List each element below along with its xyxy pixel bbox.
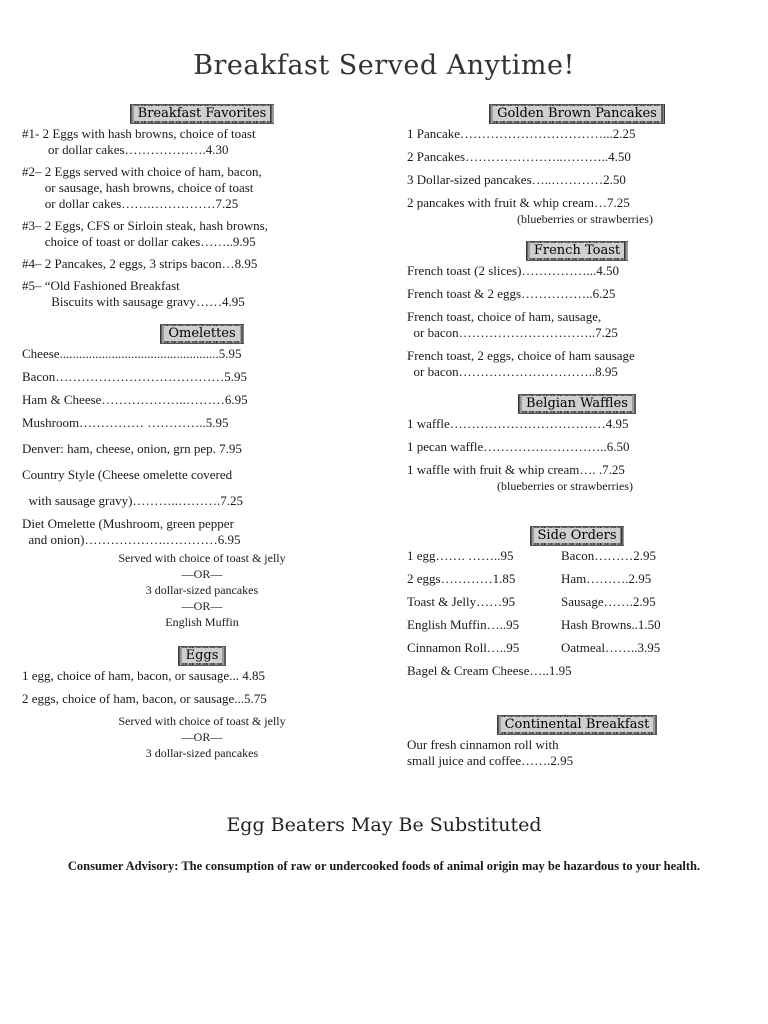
menu-item: Our fresh cinnamon roll with bbox=[407, 737, 559, 752]
menu-item: Oatmeal……..3.95 bbox=[561, 640, 661, 655]
eggs-header: Eggs bbox=[178, 646, 227, 666]
eggs-list bbox=[22, 668, 382, 707]
menu-item: 3 Dollar-sized pancakes…..…………2.50 bbox=[407, 172, 626, 187]
note-line: Served with choice of toast & jelly bbox=[118, 551, 286, 565]
menu-item: Sausage…….2.95 bbox=[561, 594, 656, 609]
menu-item: small juice and coffee…….2.95 bbox=[407, 753, 574, 768]
continental-list bbox=[407, 737, 747, 769]
menu-item: Bacon…………………………………5.95 bbox=[22, 369, 247, 384]
menu-item: Ham & Cheese………………..………6.95 bbox=[22, 392, 248, 407]
menu-item: or dollar cakes…….……………7.25 bbox=[22, 196, 239, 211]
menu-item: with sausage gravy)………..……….7.25 bbox=[22, 493, 243, 508]
menu-item: #5– “Old Fashioned Breakfast bbox=[22, 278, 180, 293]
menu-item: 2 pancakes with fruit & whip cream…7.25 bbox=[407, 195, 630, 210]
menu-item: 1 waffle with fruit & whip cream…. .7.25 bbox=[407, 462, 625, 477]
menu-item: 1 waffle………………………………4.95 bbox=[407, 416, 629, 431]
menu-item: Ham……….2.95 bbox=[561, 571, 652, 586]
side-orders-header: Side Orders bbox=[530, 526, 625, 546]
menu-item: 2 Pancakes…………………..………..4.50 bbox=[407, 149, 631, 164]
menu-item: 1 Pancake……………………………...2.25 bbox=[407, 126, 636, 141]
menu-item: French toast, choice of ham, sausage, bbox=[407, 309, 602, 324]
menu-item: Bagel & Cream Cheese…..1.95 bbox=[407, 663, 572, 678]
note-line: —OR— bbox=[181, 567, 223, 581]
note-line: 3 dollar-sized pancakes bbox=[145, 746, 259, 760]
left-column bbox=[22, 104, 382, 761]
menu-item: or dollar cakes……………….4.30 bbox=[22, 142, 229, 157]
menu-item: and onion)……………….…………6.95 bbox=[22, 532, 241, 547]
menu-item: #1- 2 Eggs with hash browns, choice of toast bbox=[22, 126, 256, 141]
menu-item: Diet Omelette (Mushroom, green pepper bbox=[22, 516, 234, 531]
menu-item: French toast, 2 eggs, choice of ham sausage bbox=[407, 348, 635, 363]
note-line: (blueberries or strawberries) bbox=[517, 212, 653, 226]
menu-item: Toast & Jelly……95 bbox=[407, 594, 516, 609]
note-line: —OR— bbox=[181, 730, 223, 744]
side-orders-left bbox=[407, 548, 561, 663]
golden-brown-pancakes-header: Golden Brown Pancakes bbox=[489, 104, 665, 124]
note-line: —OR— bbox=[181, 599, 223, 613]
menu-item: French toast & 2 eggs……………..6.25 bbox=[407, 286, 616, 301]
pancakes-list bbox=[407, 126, 747, 227]
menu-item: Cheese.................................................5.95 bbox=[22, 346, 242, 361]
consumer-advisory: Consumer Advisory: The consumption of raw or undercooked foods of animal origin may be hazardous to your health. bbox=[67, 859, 701, 873]
menu-item: English Muffin…..95 bbox=[407, 617, 520, 632]
menu-title: Breakfast Served Anytime! bbox=[193, 50, 575, 81]
breakfast-favorites-header: Breakfast Favorites bbox=[130, 104, 275, 124]
menu-item: 1 pecan waffle………………………..6.50 bbox=[407, 439, 630, 454]
menu-item: 2 eggs…………1.85 bbox=[407, 571, 516, 586]
side-orders-list bbox=[407, 548, 747, 663]
menu-item: or sausage, hash browns, choice of toast bbox=[22, 180, 254, 195]
menu-item: Biscuits with sausage gravy……4.95 bbox=[22, 294, 245, 309]
french-toast-list bbox=[407, 263, 747, 380]
menu-item: Hash Browns..1.50 bbox=[561, 617, 661, 632]
menu-item: 1 egg……. ……..95 bbox=[407, 548, 514, 563]
menu-item: Country Style (Cheese omelette covered bbox=[22, 467, 233, 482]
menu-item: choice of toast or dollar cakes……..9.95 bbox=[22, 234, 256, 249]
menu-item: Cinnamon Roll…..95 bbox=[407, 640, 520, 655]
waffles-list bbox=[407, 416, 747, 494]
omelettes-header: Omelettes bbox=[160, 324, 243, 344]
note-line: Served with choice of toast & jelly bbox=[118, 714, 286, 728]
continental-breakfast-header: Continental Breakfast bbox=[497, 715, 658, 735]
french-toast-header: French Toast bbox=[526, 241, 628, 261]
breakfast-favorites-list bbox=[22, 126, 382, 310]
side-orders-right bbox=[561, 548, 661, 663]
omelettes-list bbox=[22, 346, 382, 548]
note-line: English Muffin bbox=[165, 615, 239, 629]
eggs-notes bbox=[22, 713, 382, 761]
menu-item: #3– 2 Eggs, CFS or Sirloin steak, hash browns, bbox=[22, 218, 268, 233]
menu-item: Denver: ham, cheese, onion, grn pep. 7.95 bbox=[22, 441, 242, 456]
menu-item: 2 eggs, choice of ham, bacon, or sausage...5.75 bbox=[22, 691, 267, 706]
menu-item: #2– 2 Eggs served with choice of ham, bacon, bbox=[22, 164, 262, 179]
right-column bbox=[407, 104, 747, 769]
menu-item: Mushroom…………… …………..5.95 bbox=[22, 415, 229, 430]
menu-item: 1 egg, choice of ham, bacon, or sausage... 4.85 bbox=[22, 668, 265, 683]
menu-item: #4– 2 Pancakes, 2 eggs, 3 strips bacon…8.95 bbox=[22, 256, 258, 271]
egg-beaters-note: Egg Beaters May Be Substituted bbox=[226, 814, 542, 836]
omelettes-notes bbox=[22, 550, 382, 630]
note-line: 3 dollar-sized pancakes bbox=[145, 583, 259, 597]
menu-item: French toast (2 slices)……………...4.50 bbox=[407, 263, 619, 278]
menu-item: Bacon………2.95 bbox=[561, 548, 656, 563]
menu-item: or bacon…………………………..8.95 bbox=[407, 364, 618, 379]
menu-item: or bacon…………………………..7.25 bbox=[407, 325, 618, 340]
belgian-waffles-header: Belgian Waffles bbox=[518, 394, 636, 414]
note-line: (blueberries or strawberries) bbox=[497, 479, 633, 493]
